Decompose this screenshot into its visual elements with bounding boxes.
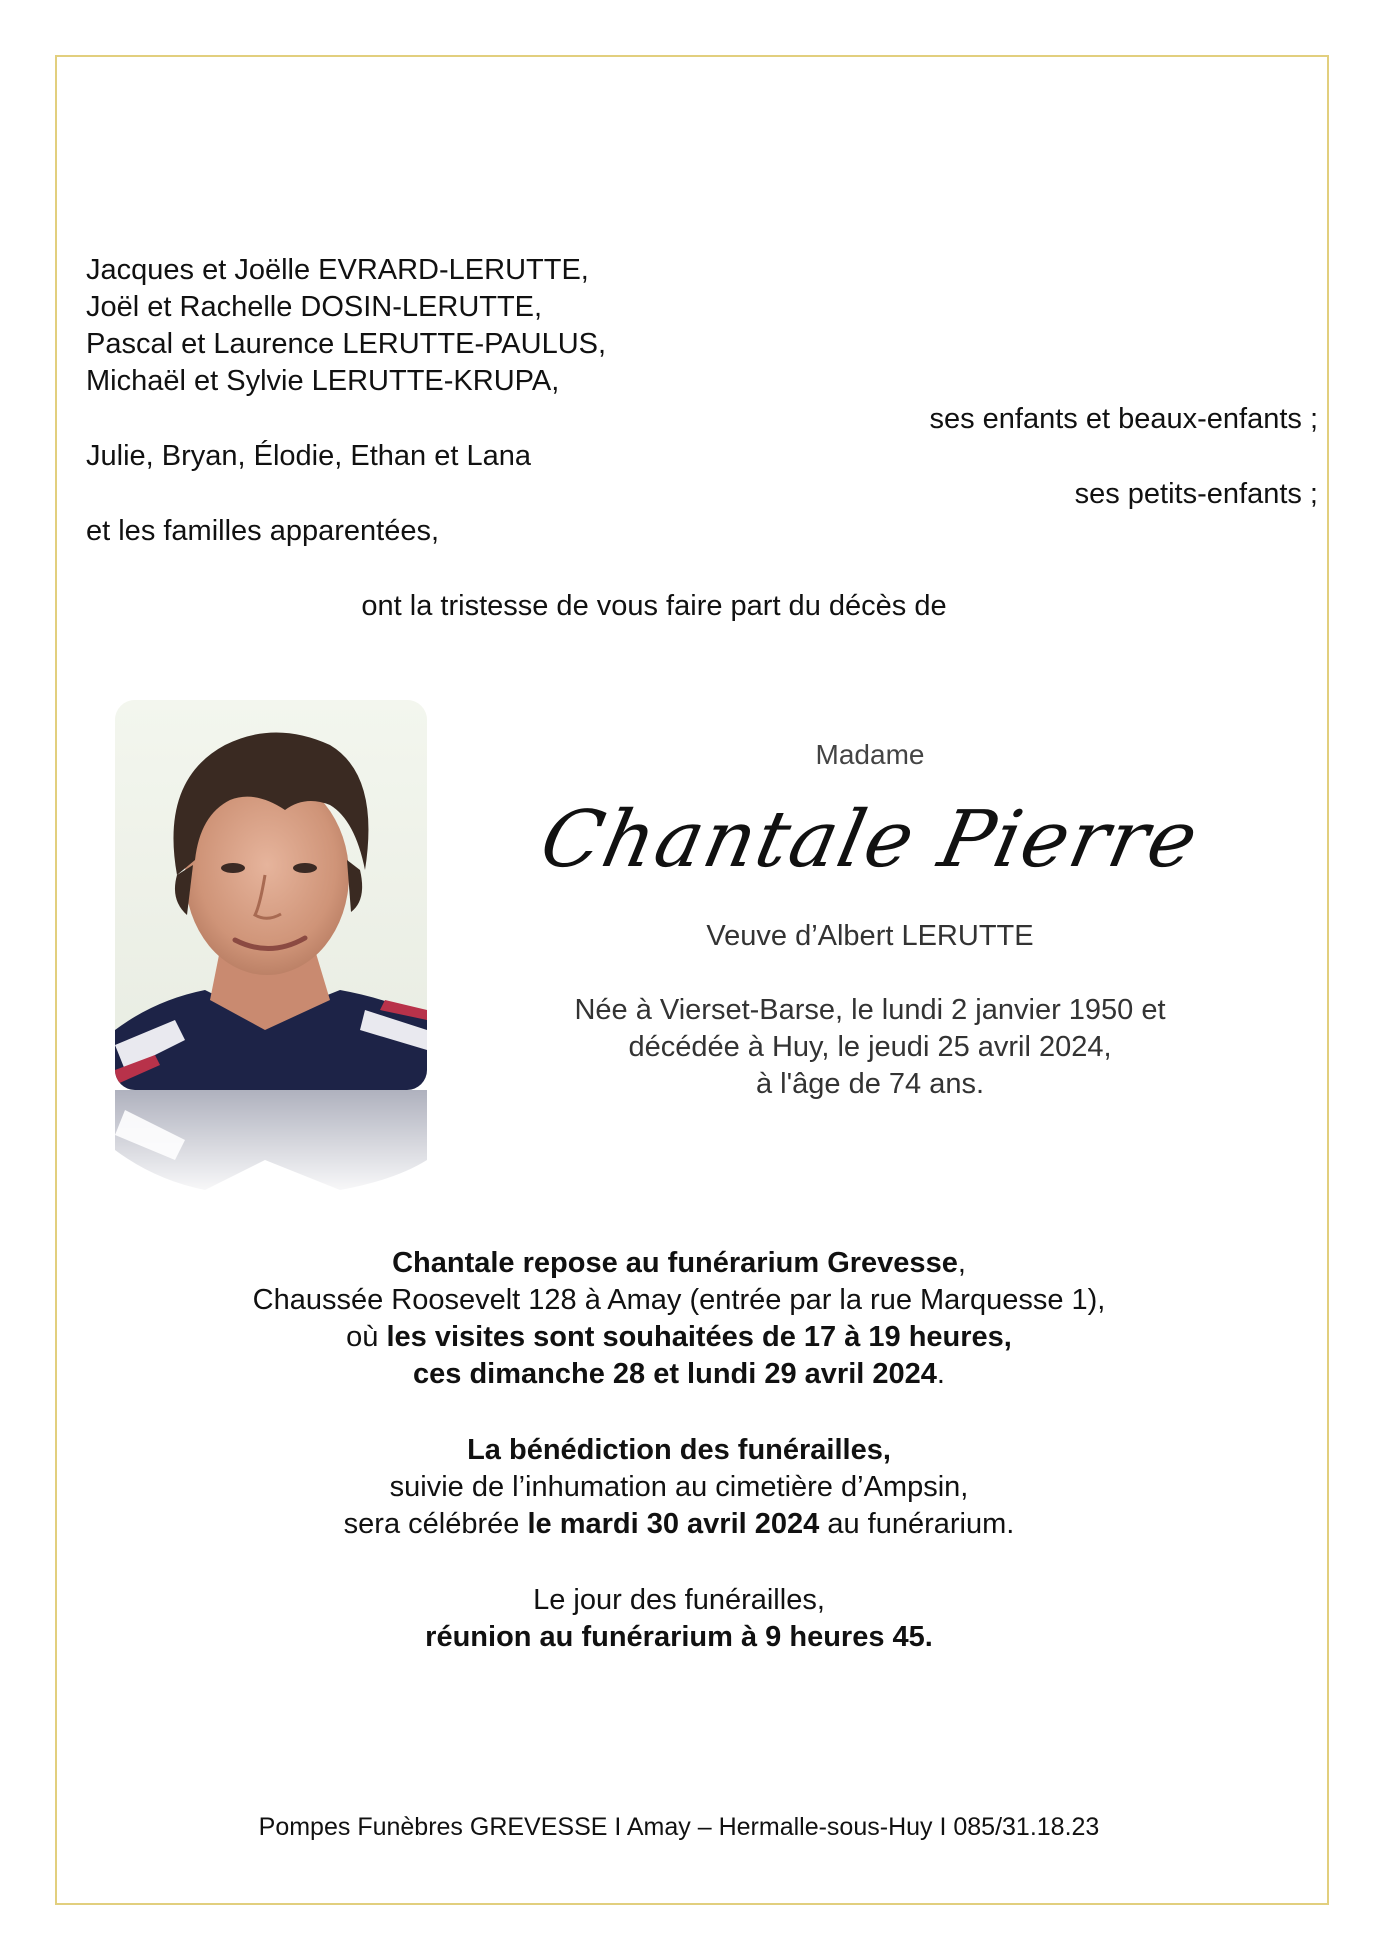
family-children-line: Joël et Rachelle DOSIN-LERUTTE, [86,291,543,323]
gathering-details [0,1582,1378,1656]
children-role: ses enfants et beaux-enfants ; [929,403,1318,435]
gathering-day: Le jour des funérailles, [533,1584,825,1616]
portrait-reflection [115,1090,427,1200]
family-children-line: Michaël et Sylvie LERUTTE-KRUPA, [86,365,560,397]
gathering-time: réunion au funérarium à 9 heures 45. [425,1621,933,1653]
grandchildren-names: Julie, Bryan, Élodie, Ethan et Lana [86,440,531,472]
deceased-name: Chantale Pierre [533,795,1207,885]
bio-line: à l'âge de 74 ans. [755,1068,985,1100]
burial-info: suivie de l’inhumation au cimetière d’Ampsin, [389,1471,969,1503]
ceremony-date: le mardi 30 avril 2024 [527,1508,820,1540]
viewing-address: Chaussée Roosevelt 128 à Amay (entrée par la rue Marquesse 1), [252,1284,1106,1316]
deceased-title: Madame [815,739,925,770]
viewing-dates: ces dimanche 28 et lundi 29 avril 2024 [413,1358,937,1390]
widow-of: Veuve d’Albert LERUTTE [706,920,1034,952]
relatives-line: et les familles apparentées, [86,515,440,547]
viewing-details: Chantale repose au funérarium Grevesse, Chaussée Roosevelt 128 à Amay (entrée par la rue Marquesse 1), où les visites sont souhaitées de 17 à 19 heures, ces dimanche 28 et lundi 29 avril 2024. [0,1245,1378,1393]
funeral-home-footer: Pompes Funèbres GREVESSE I Amay – Hermalle-sous-Huy I 085/31.18.23 [258,1813,1100,1841]
family-children-line: Pascal et Laurence LERUTTE-PAULUS, [86,328,607,360]
family-children-line: Jacques et Joëlle EVRARD-LERUTTE, [86,254,589,286]
portrait-photo [115,700,427,1090]
announcement: ont la tristesse de vous faire part du décès de [361,590,947,622]
ceremony-title: La bénédiction des funérailles, [467,1434,891,1466]
deceased-bio [520,992,1220,1103]
ceremony-details: La bénédiction des funérailles, suivie de l’inhumation au cimetière d’Ampsin, sera célébrée le mardi 30 avril 2024 au funérarium. [0,1432,1378,1543]
bio-line: décédée à Huy, le jeudi 25 avril 2024, [628,1031,1112,1063]
viewing-hours: les visites sont souhaitées de 17 à 19 heures, [386,1321,1012,1353]
grandchildren-role: ses petits-enfants ; [1074,478,1318,510]
bio-line: Née à Vierset-Barse, le lundi 2 janvier 1950 et [574,994,1166,1026]
viewing-location: Chantale repose au funérarium Grevesse [392,1247,958,1279]
